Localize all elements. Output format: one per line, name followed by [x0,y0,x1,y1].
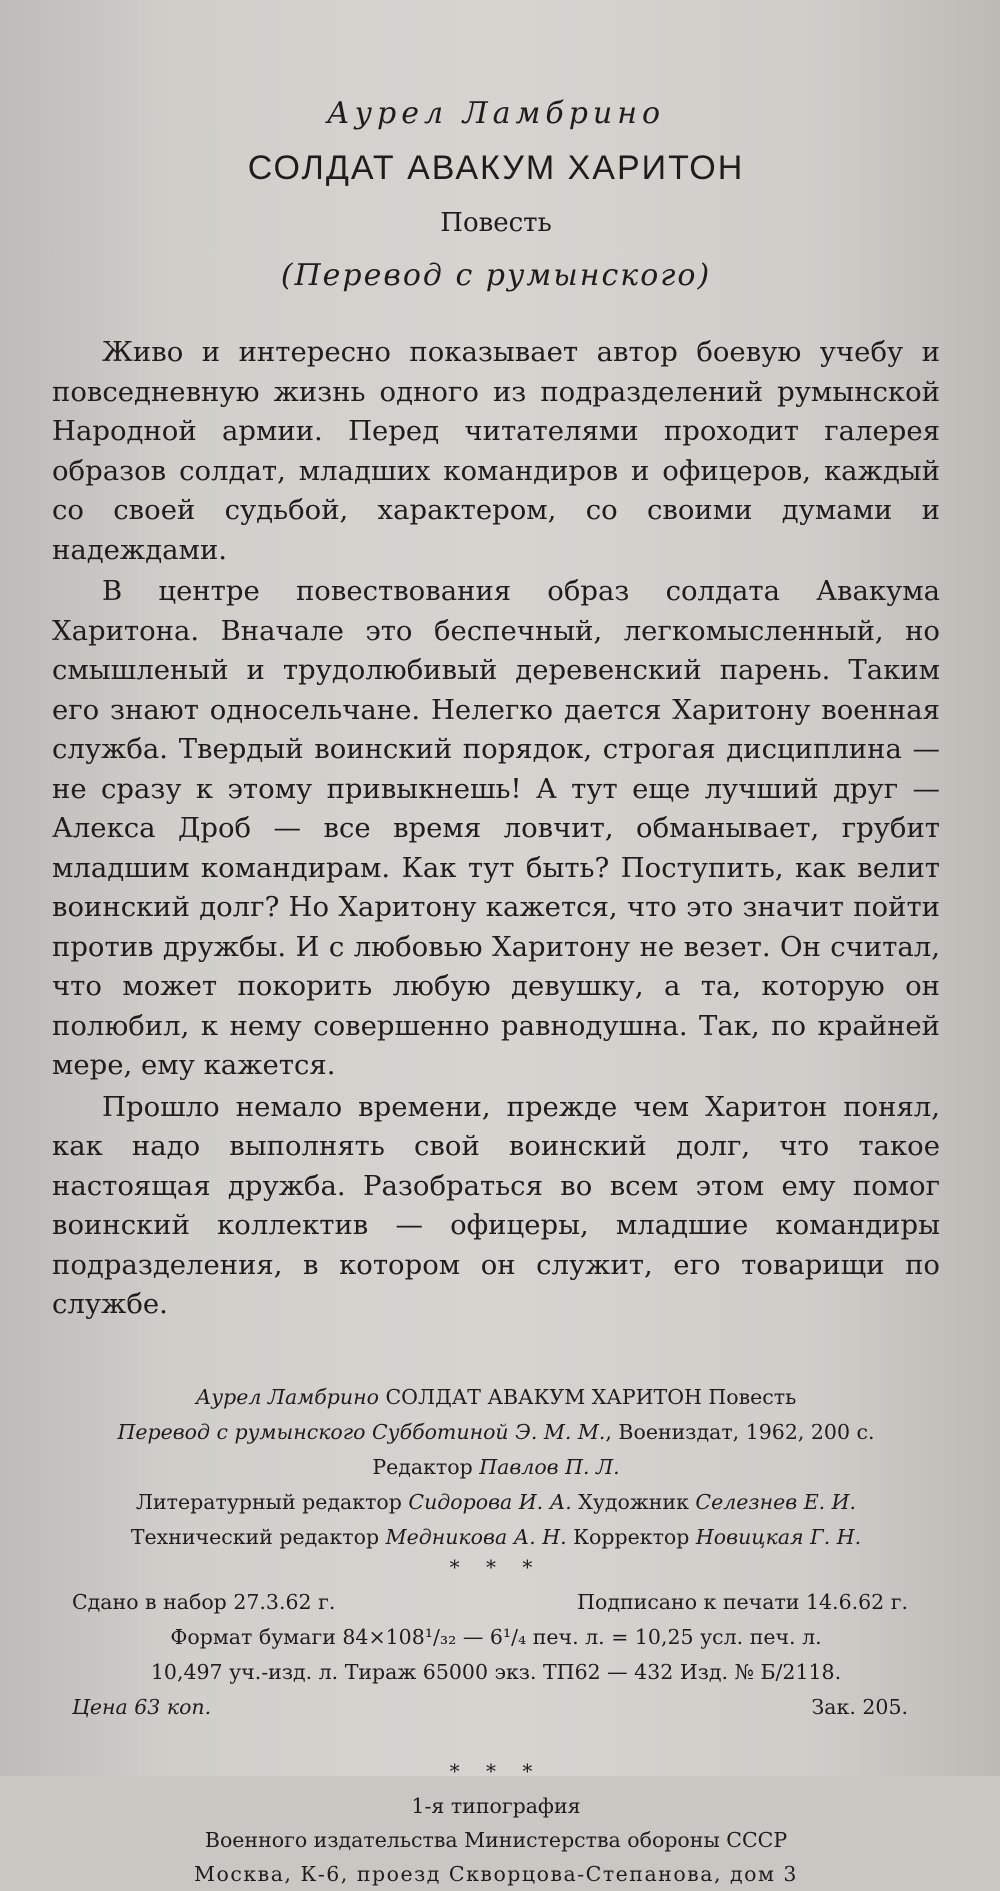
author-name: Аурел Ламбрино [326,96,666,131]
imprint-block [52,1380,940,1725]
editor-label: Редактор [372,1454,473,1479]
signed-date: Подписано к печати 14.6.62 г. [577,1589,908,1614]
imprint-lit-editor-line [52,1485,940,1520]
imprint-title-line [52,1380,940,1415]
price: Цена 63 коп. [72,1694,212,1719]
separator-stars: * * * [449,1554,543,1579]
artist-name: Селезнев Е. И. [695,1489,857,1514]
editor-name: Павлов П. Л. [479,1454,620,1479]
abstract-paragraph: Живо и интересно показывает автор боевую учебу и повседневную жизнь одного из подразделений румынской Народной армии. Перед читателями проходит галерея образов солдат, младших командиров и офицеров, каждый со своей судьбой, характером, со своими думами и надеждами. [52,336,940,566]
imprint-author: Аурел Ламбрино [195,1384,379,1409]
abstract-paragraph: Прошло немало времени, прежде чем Харитон понял, как надо выполнять свой воинский долг, что такое настоящая дружба. Разобраться во всем этом ему помог воинский коллектив — офицеры, младшие командиры подразделения, в котором он служит, его товарищи по службе. [52,1090,940,1320]
translation-note: (Перевод с румынского) [280,258,712,293]
imprint-price-line [52,1690,940,1725]
separator-stars: * * * [449,1758,543,1783]
imprint-publisher: , Воениздат, 1962, 200 с. [605,1419,875,1444]
printer-address: Москва, К-6, проезд Скворцова-Степанова, дом 3 [194,1861,798,1886]
typeset-date: Сдано в набор 27.3.62 г. [72,1589,336,1614]
order-number: Зак. 205. [811,1694,908,1719]
corrector-label: Корректор [573,1524,690,1549]
corrector-name: Новицкая Г. Н. [695,1524,862,1549]
printer-block [52,1758,940,1891]
lit-editor-label: Литературный редактор [135,1489,402,1514]
imprint-translator: Перевод с румынского Субботиной Э. М. М. [117,1419,606,1444]
imprint-publisher-line [52,1415,940,1450]
abstract-paragraph: В центре повествования образ солдата Авакума Харитона. Вначале это беспечный, легкомысленный, но смышленый и трудолюбивый деревенский парень. Таким его знают односельчане. Нелегко дается Харитону военная служба. Твердый воинский порядок, строгая дисциплина — не сразу к этому привыкнешь! А тут еще лучший друг — Алекса Дроб — все время ловчит, обманывает, грубит младшим командирам. Как тут быть? Поступить, как велит воинский долг? Но Харитону кажется, что это значит пойти против дружбы. И с любовью Харитону не везет. Он считал, что может покорить любую девушку, а та, которую он полюбил, к нему совершенно равнодушна. Так, по крайней мере, ему кажется. [52,575,940,1081]
imprint-title: СОЛДАТ АВАКУМ ХАРИТОН Повесть [385,1384,797,1409]
genre-label: Повесть [440,208,552,238]
imprint-editor-line [52,1450,940,1485]
paper-format: Формат бумаги 84×108¹/₃₂ — 6¹/₄ печ. л. = 10,25 усл. печ. л. [170,1624,822,1649]
tech-editor-name: Медникова А. Н. [385,1524,567,1549]
printer-publisher: Военного издательства Министерства обороны СССР [204,1827,788,1852]
book-title: СОЛДАТ АВАКУМ ХАРИТОН [247,149,745,187]
abstract [52,333,940,1325]
artist-label: Художник [578,1489,689,1514]
lit-editor-name: Сидорова И. А. [408,1489,572,1514]
imprint-tech-editor-line [52,1520,940,1555]
printer-name: 1-я типография [411,1793,581,1818]
print-run-line: 10,497 уч.-изд. л. Тираж 65000 экз. ТП62 — 432 Изд. № Б/2118. [150,1659,842,1684]
imprint-dates-line [52,1585,940,1620]
tech-editor-label: Технический редактор [130,1524,380,1549]
